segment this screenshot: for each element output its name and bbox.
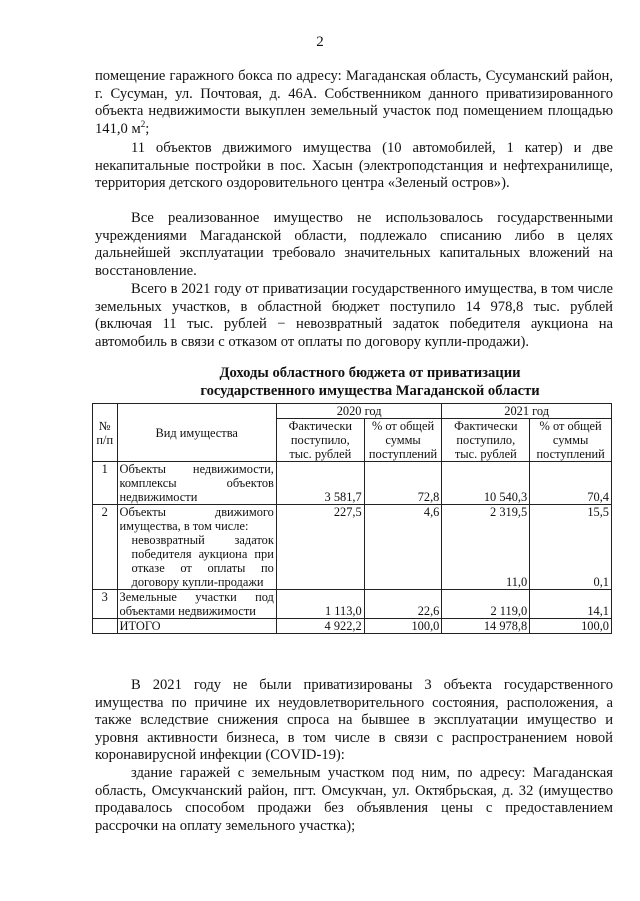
table-title-line-1: Доходы областного бюджета от приватизации	[219, 365, 521, 381]
row-sub-pct-2021: 0,1	[530, 533, 612, 590]
paragraph-total-2021: Всего в 2021 году от приватизации государственного имущества, в том числе земельных участков, в областной бюджет поступило 14 978,8 тыс. рублей (включая 11 тыс. рублей − невозвратный задаток победителя аукциона на автомобиль в связи с отказом от оплаты по договору купли-продажи).	[95, 281, 613, 350]
header-kind: Вид имущества	[117, 404, 276, 462]
income-table	[92, 403, 612, 634]
header-pct-2021: % от общей суммы поступлений	[530, 419, 612, 462]
row-pct-2021: 15,5	[530, 505, 612, 534]
total-label: ИТОГО	[117, 619, 276, 634]
row-sub-actual-2021: 11,0	[442, 533, 530, 590]
header-actual-2021: Фактически поступило, тыс. рублей	[442, 419, 530, 462]
paragraph-movable-property: 11 объектов движимого имущества (10 автомобилей, 1 катер) и две некапитальные постройки в пос. Хасын (электроподстанция и нефтехранилище, территория детского оздоровительного центра «Зеленый остров»).	[95, 140, 613, 192]
table-title-line-2: государственного имущества Магаданской области	[200, 383, 540, 399]
row-number: 3	[93, 590, 118, 619]
table-row	[93, 590, 612, 619]
row-sub-actual-2020	[276, 533, 364, 590]
paragraph-garage-box-end: ;	[145, 120, 150, 137]
row-kind: Земельные участки под объектами недвижимости	[117, 590, 276, 619]
total-pct-2021: 100,0	[530, 619, 612, 634]
page-number: 2	[316, 34, 324, 50]
total-number	[93, 619, 118, 634]
superscript-two: 2	[140, 118, 146, 129]
header-pct-2020: % от общей суммы поступлений	[364, 419, 442, 462]
row-actual-2020: 3 581,7	[276, 462, 364, 505]
row-pct-2020: 22,6	[364, 590, 442, 619]
row-actual-2021: 2 119,0	[442, 590, 530, 619]
paragraph-garage-building: здание гаражей с земельным участком под ним, по адресу: Магаданская область, Омсукчанский район, пгт. Омсукчан, ул. Октябрьская, д. 32 (имущество продавалось способом продажи без объявления цены с предоставлением рассрочки на оплату земельного участка);	[95, 765, 613, 834]
row-pct-2021: 14,1	[530, 590, 612, 619]
row-kind: Объекты движимого имущества, в том числе:	[117, 505, 276, 534]
header-actual-2020: Фактически поступило, тыс. рублей	[276, 419, 364, 462]
table-header-row	[93, 404, 612, 419]
row-sub-pct-2020	[364, 533, 442, 590]
row-actual-2020: 1 113,0	[276, 590, 364, 619]
row-number: 2	[93, 505, 118, 590]
table-total-row	[93, 619, 612, 634]
table-title	[150, 364, 590, 400]
row-actual-2021: 10 540,3	[442, 462, 530, 505]
row-pct-2021: 70,4	[530, 462, 612, 505]
table-row	[93, 505, 612, 534]
header-year-2020: 2020 год	[276, 404, 442, 419]
row-subkind: невозвратный задаток победителя аукциона при отказе от оплаты по договору купли-продажи	[117, 533, 276, 590]
paragraph-garage-box-text: помещение гаражного бокса по адресу: Магаданская область, Сусуманский район, г. Сусуман, ул. Почтовая, д. 46А. Собственником данного приватизированного объекта недвижимости выкуплен земельный участок под помещением площадью 141,0 м	[95, 68, 613, 137]
table-row	[93, 462, 612, 505]
total-pct-2020: 100,0	[364, 619, 442, 634]
row-number: 1	[93, 462, 118, 505]
row-pct-2020: 72,8	[364, 462, 442, 505]
header-num: № п/п	[93, 404, 118, 462]
paragraph-garage-box	[95, 68, 613, 138]
row-pct-2020: 4,6	[364, 505, 442, 534]
row-actual-2021: 2 319,5	[442, 505, 530, 534]
total-actual-2021: 14 978,8	[442, 619, 530, 634]
paragraph-not-privatized: В 2021 году не были приватизированы 3 объекта государственного имущества по причине их неудовлетворительного состояния, расположения, а также вследствие снижения спроса на бывшее в эксплуатации имущество и уровня активности бизнеса, в том числе в связи с распространением новой коронавирусной инфекции (COVID-19):	[95, 677, 613, 764]
paragraph-unused-property: Все реализованное имущество не использовалось государственными учреждениями Магаданской области, подлежало списанию либо в целях дальнейшей эксплуатации требовало значительных капитальных вложений на восстановление.	[95, 210, 613, 279]
row-kind: Объекты недвижимости, комплексы объектов недвижимости	[117, 462, 276, 505]
total-actual-2020: 4 922,2	[276, 619, 364, 634]
header-year-2021: 2021 год	[442, 404, 612, 419]
row-actual-2020: 227,5	[276, 505, 364, 534]
table-subrow	[93, 533, 612, 590]
